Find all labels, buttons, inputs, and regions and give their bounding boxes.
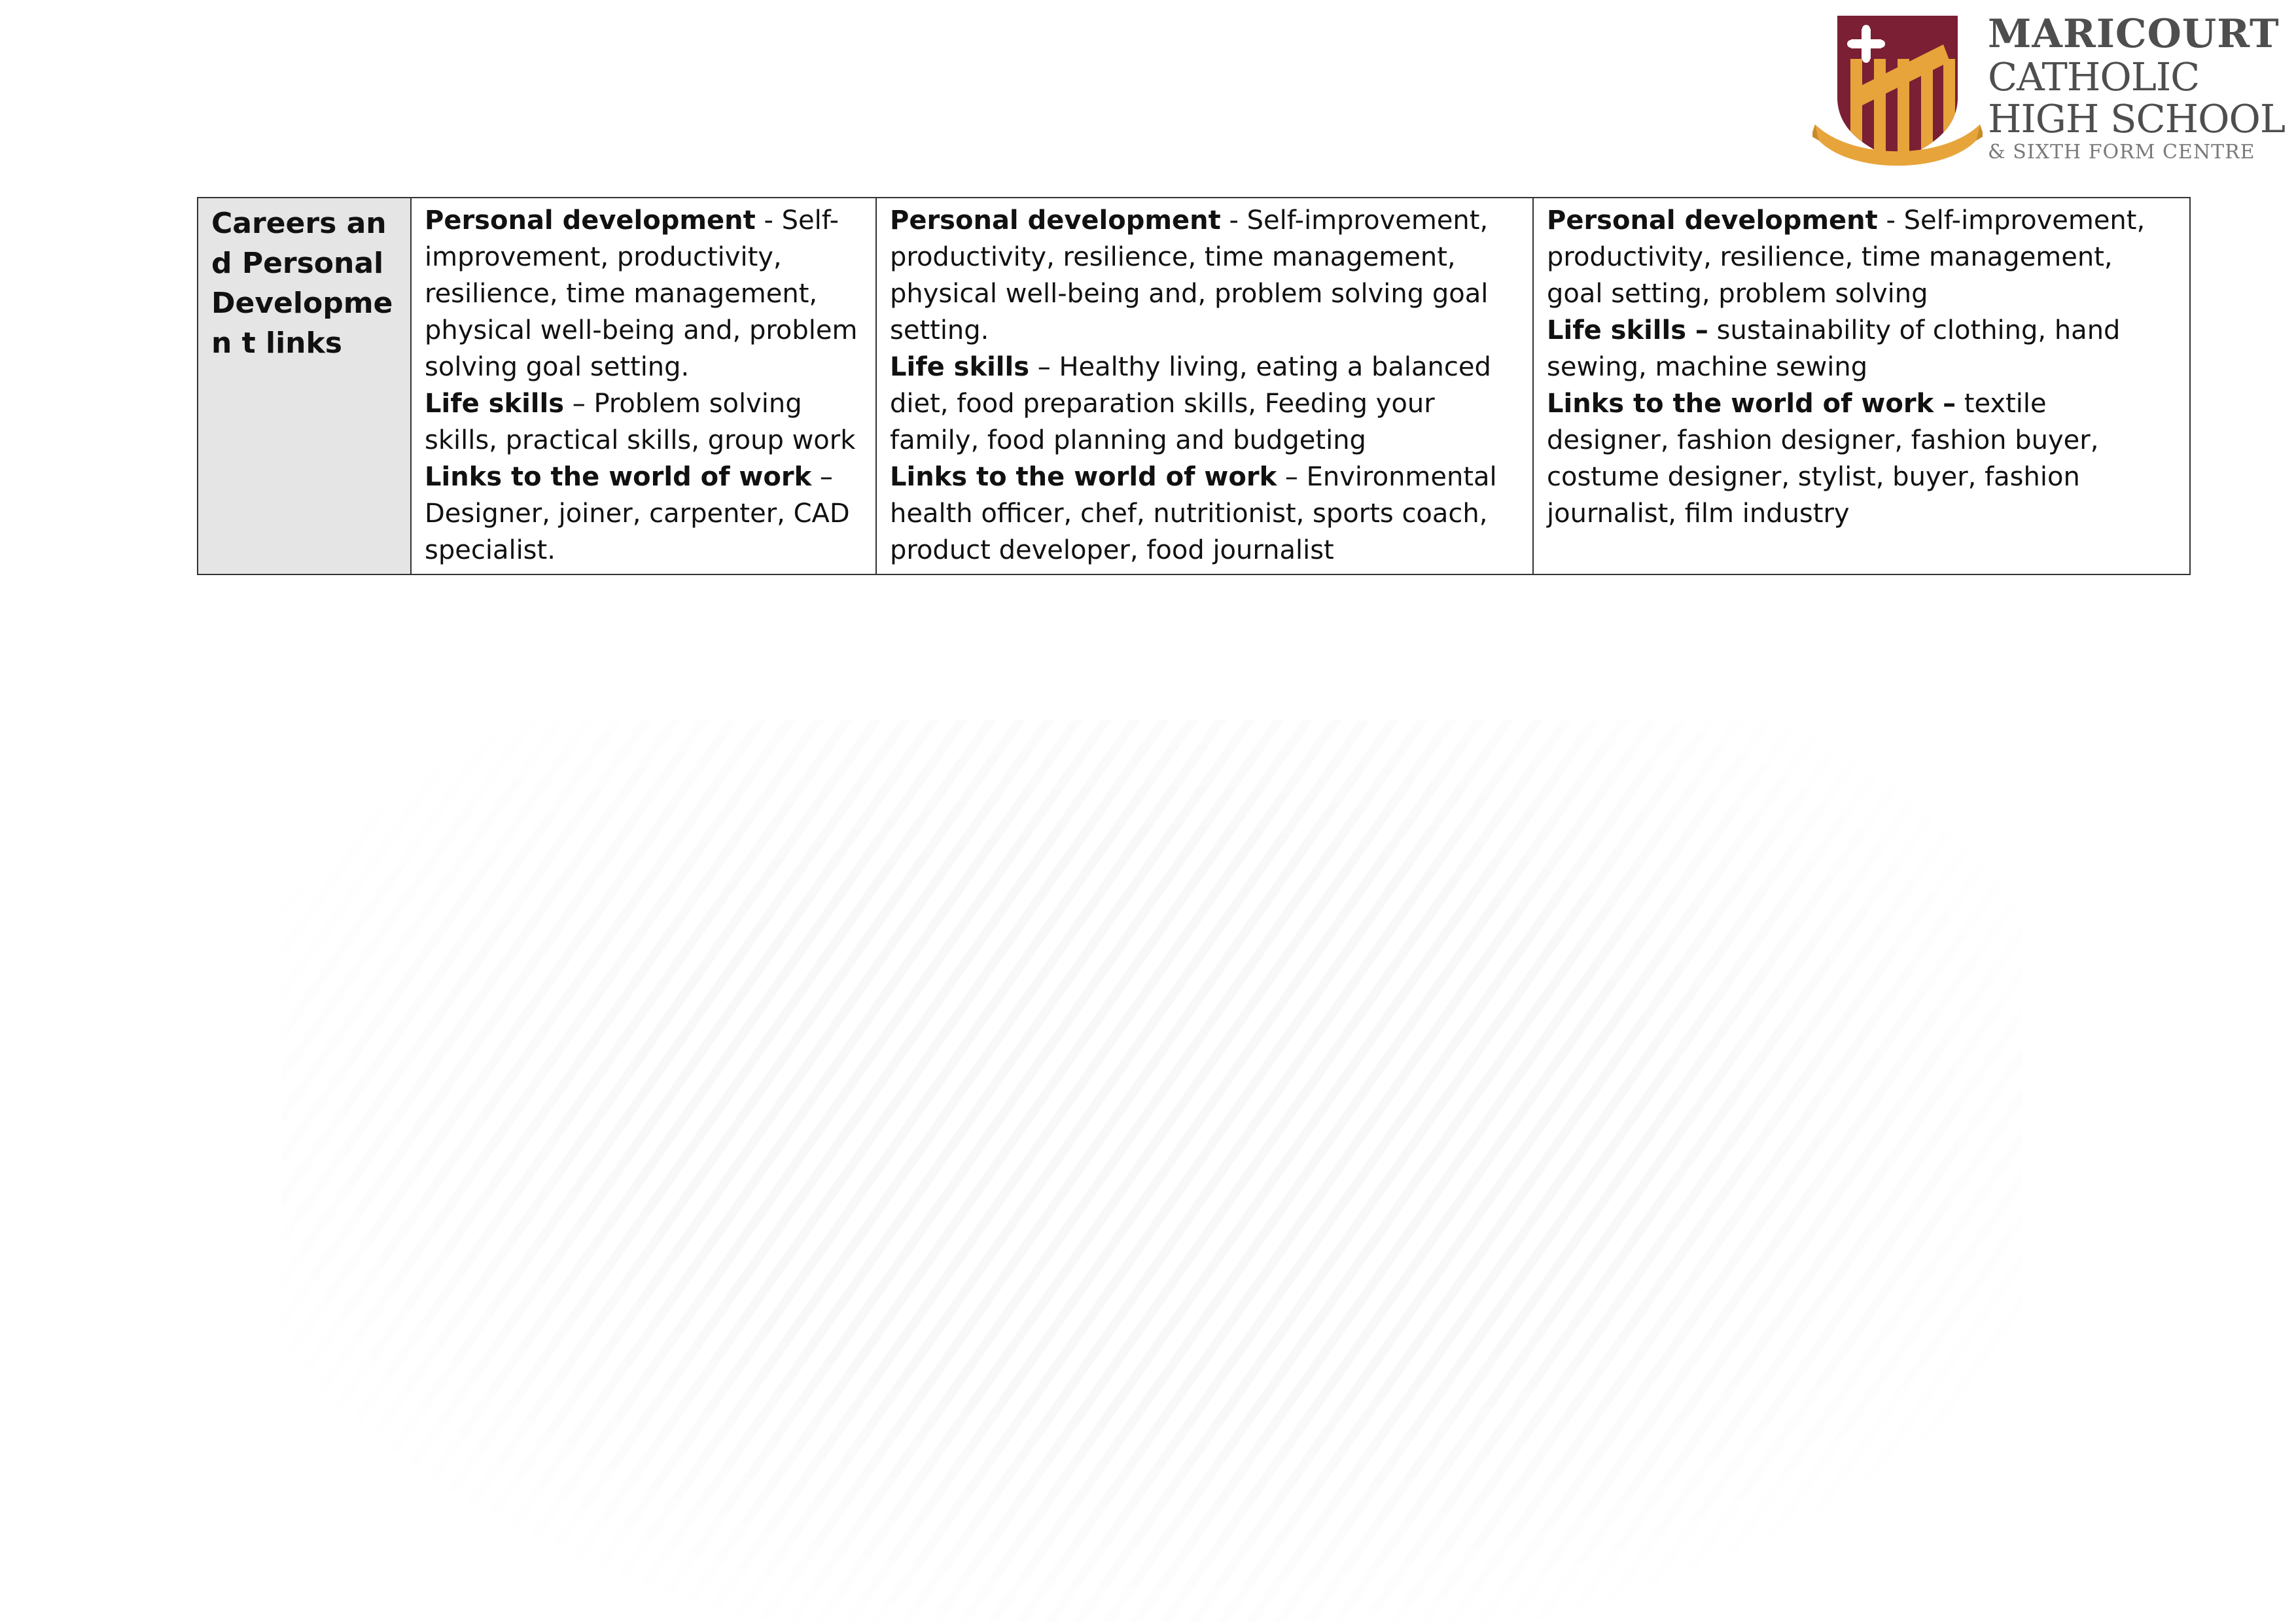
personal-development-label: Personal development <box>425 205 756 236</box>
life-skills-label: Life skills <box>890 352 1030 382</box>
world-of-work-paragraph <box>425 459 862 569</box>
personal-development-text: - Self-improvement, productivity, resilience, time management, physical well-being and, problem solving goal setting. <box>890 205 1489 345</box>
school-logo <box>1812 13 2284 170</box>
world-of-work-label: Links to the world of work – <box>1547 389 1956 419</box>
world-of-work-label: Links to the world of work <box>890 462 1277 492</box>
personal-development-label: Personal development <box>890 205 1221 236</box>
table-row <box>198 198 2190 574</box>
row-header: Careers and Personal Developmen t links <box>198 198 411 574</box>
school-name <box>1988 11 2289 164</box>
background-watermark <box>281 720 2022 1622</box>
personal-development-paragraph <box>425 202 862 385</box>
life-skills-text: – Healthy living, eating a balanced diet, food preparation skills, Feeding your family, food planning and budgeting <box>890 352 1491 455</box>
world-of-work-text: textile designer, fashion designer, fashion buyer, costume designer, stylist, buyer, fashion journalist, film industry <box>1547 389 2099 529</box>
world-of-work-text: – Designer, joiner, carpenter, CAD specialist. <box>425 462 850 565</box>
personal-development-paragraph <box>890 202 1519 349</box>
school-crest-icon <box>1812 13 1983 170</box>
school-name-line2: CATHOLIC <box>1988 54 2200 99</box>
life-skills-label: Life skills <box>425 389 565 419</box>
personal-development-text: - Self-improvement, productivity, resilience, time management, physical well-being and, problem solving goal setting. <box>425 205 858 382</box>
careers-table <box>197 197 2191 575</box>
life-skills-text: sustainability of clothing, hand sewing, machine sewing <box>1547 315 2121 382</box>
school-name-line1: MARICOURT <box>1988 11 2280 57</box>
life-skills-paragraph <box>1547 312 2176 385</box>
life-skills-paragraph <box>425 385 862 459</box>
table-cell <box>1533 198 2190 574</box>
table-cell <box>876 198 1533 574</box>
life-skills-text: – Problem solving skills, practical skills, group work <box>425 389 856 455</box>
school-name-line3: HIGH SCHOOL <box>1988 96 2286 141</box>
world-of-work-paragraph <box>890 459 1519 569</box>
table-cell <box>411 198 876 574</box>
life-skills-paragraph <box>890 349 1519 459</box>
world-of-work-label: Links to the world of work <box>425 462 812 492</box>
personal-development-text: - Self-improvement, productivity, resilience, time management, goal setting, problem solving <box>1547 205 2146 309</box>
life-skills-label: Life skills – <box>1547 315 1708 345</box>
school-name-line4: & SIXTH FORM CENTRE <box>1988 141 2255 164</box>
world-of-work-text: – Environmental health officer, chef, nutritionist, sports coach, product developer, food journalist <box>890 462 1497 565</box>
world-of-work-paragraph <box>1547 385 2176 532</box>
personal-development-label: Personal development <box>1547 205 1878 236</box>
personal-development-paragraph <box>1547 202 2176 312</box>
